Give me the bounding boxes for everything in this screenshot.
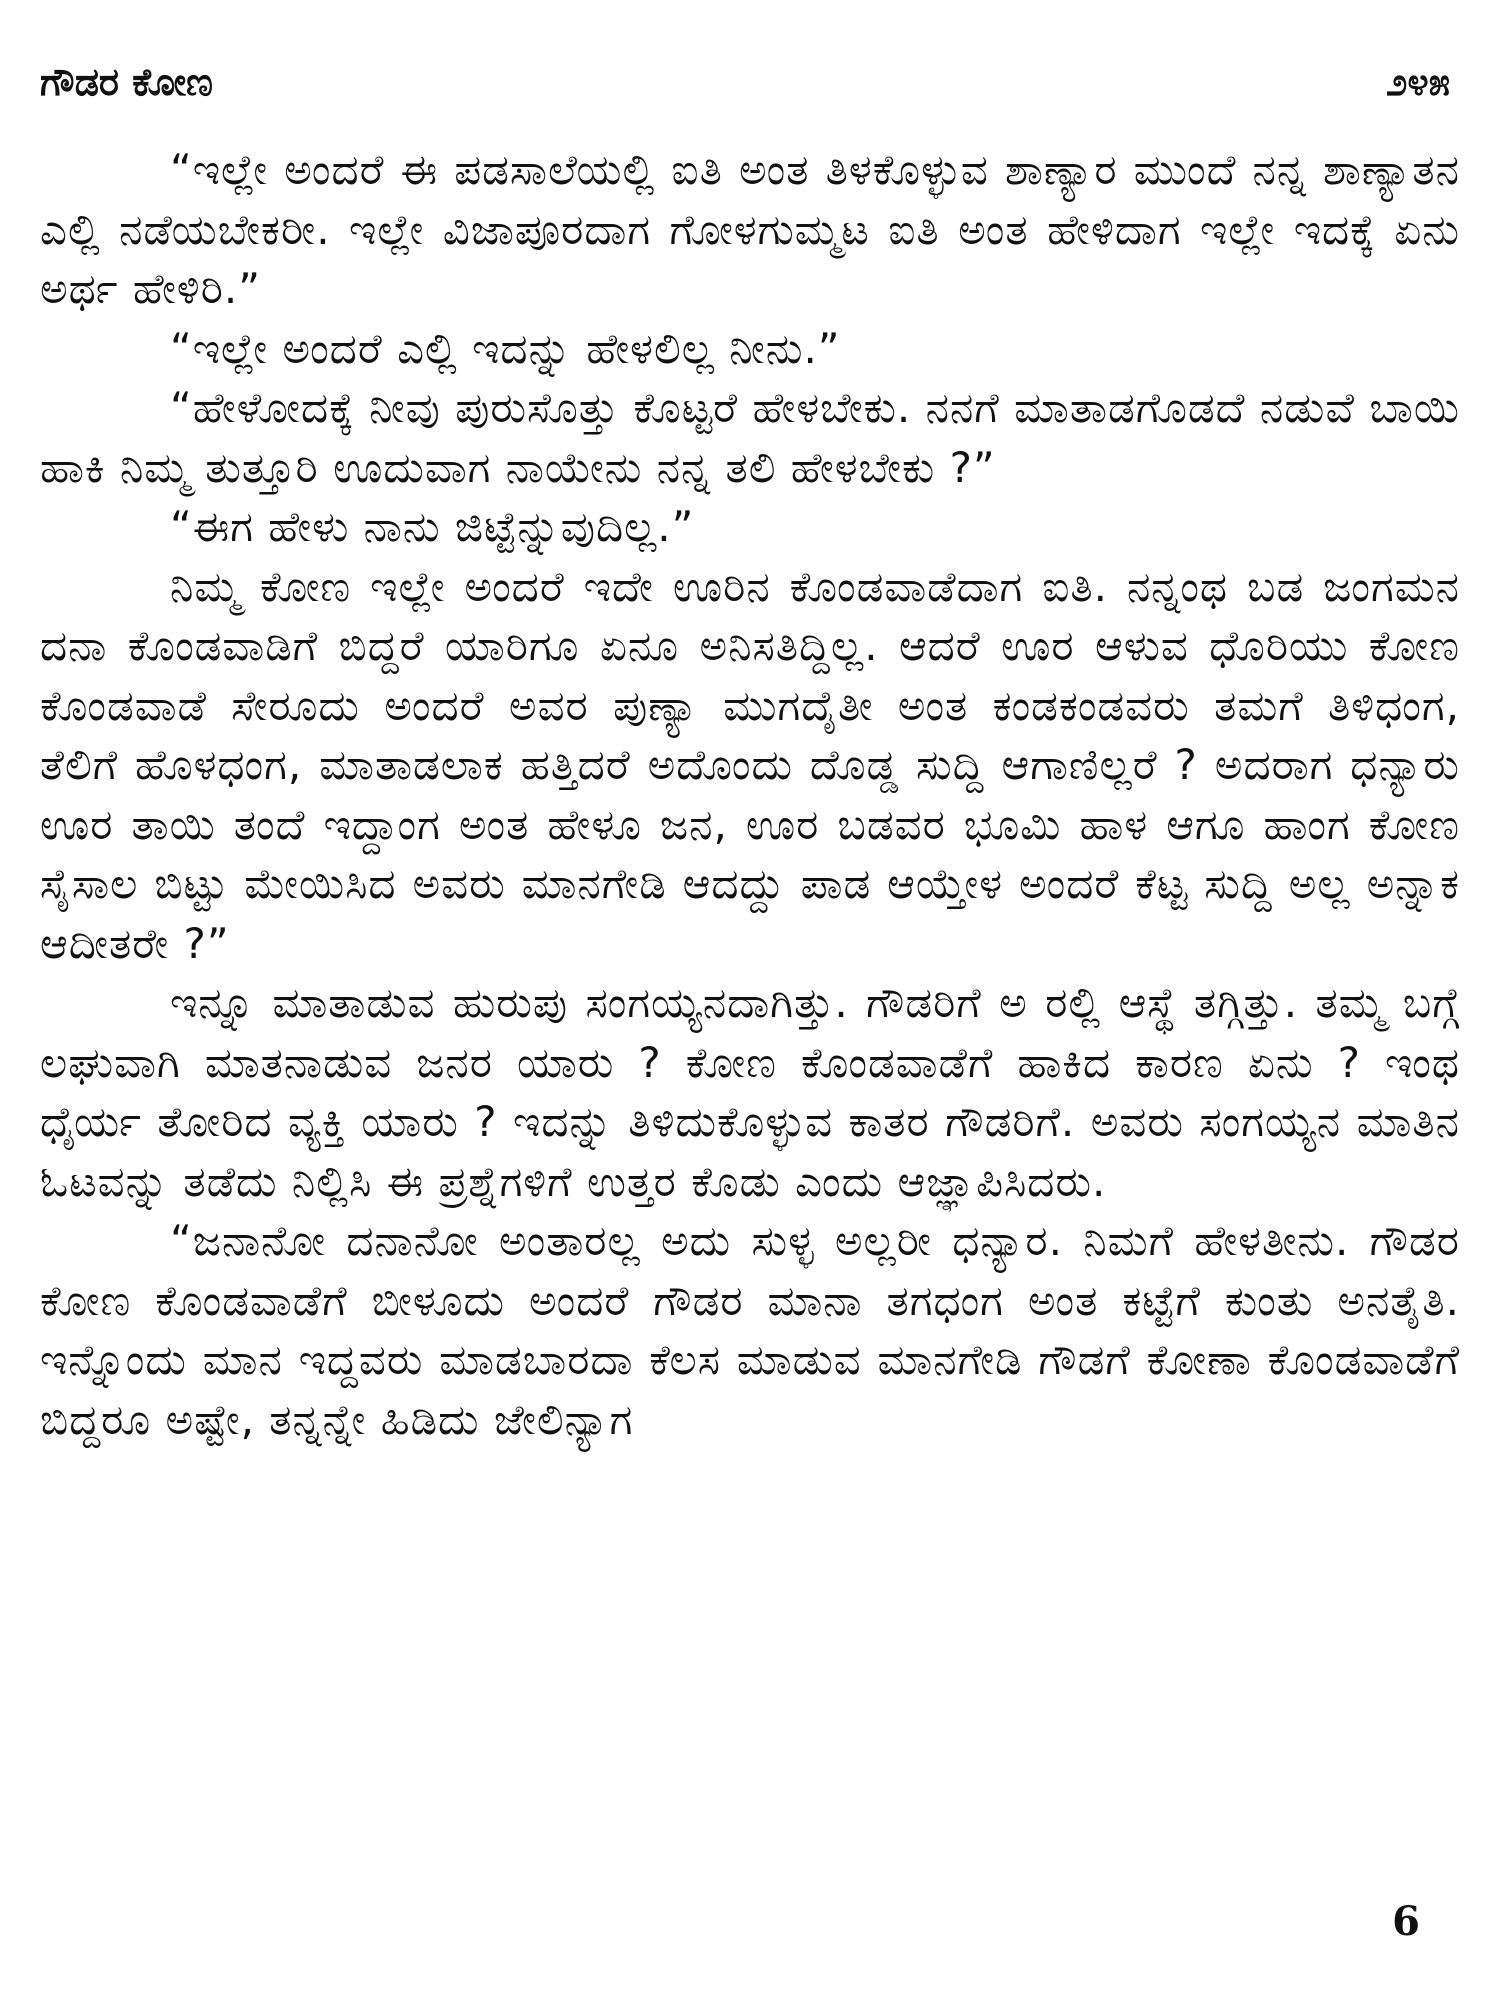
- running-title: ಗೌಡರ ಕೋಣ: [40, 60, 213, 104]
- page-number: 6: [1392, 1898, 1420, 1945]
- paragraph: ಇನ್ನೂ ಮಾತಾಡುವ ಹುರುಪು ಸಂಗಯ್ಯನದಾಗಿತ್ತು. ಗೌಡರಿಗೆ ಅ ರಲ್ಲಿ ಆಸ್ಥೆ ತಗ್ಗಿತ್ತು. ತಮ್ಮ ಬಗ್ಗೆ ಲಘುವಾಗಿ ಮಾತನಾಡುವ ಜನರ ಯಾರು ? ಕೋಣ ಕೊಂಡವಾಡೆಗೆ ಹಾಕಿದ ಕಾರಣ ಏನು ? ಇಂಥ ಧೈರ್ಯ ತೋರಿದ ವ್ಯಕ್ತಿ ಯಾರು ? ಇದನ್ನು ತಿಳಿದುಕೊಳ್ಳುವ ಕಾತರ ಗೌಡರಿಗೆ. ಅವರು ಸಂಗಯ್ಯನ ಮಾತಿನ ಓಟವನ್ನು ತಡೆದು ನಿಲ್ಲಿಸಿ ಈ ಪ್ರಶ್ನೆಗಳಿಗೆ ಉತ್ತರ ಕೊಡು ಎಂದು ಆಜ್ಞಾಪಿಸಿದರು.: [40, 978, 1460, 1206]
- paragraph: “ಹೇಳೋದಕ್ಕೆ ನೀವು ಪುರುಸೊತ್ತು ಕೊಟ್ಟರೆ ಹೇಳಬೇಕು. ನನಗೆ ಮಾತಾಡಗೊಡದೆ ನಡುವೆ ಬಾಯಿ ಹಾಕಿ ನಿಮ್ಮ ತುತ್ತೂರಿ ಊದುವಾಗ ನಾಯೇನು ನನ್ನ ತಲಿ ಹೇಳಬೇಕು ?”: [40, 383, 1460, 492]
- paragraph: ನಿಮ್ಮ ಕೋಣ ಇಲ್ಲೇ ಅಂದರೆ ಇದೇ ಊರಿನ ಕೊಂಡವಾಡೆದಾಗ ಐತಿ. ನನ್ನಂಥ ಬಡ ಜಂಗಮನ ದನಾ ಕೊಂಡವಾಡಿಗೆ ಬಿದ್ದರೆ ಯಾರಿಗೂ ಏನೂ ಅನಿಸತಿದ್ದಿಲ್ಲ. ಆದರೆ ಊರ ಆಳುವ ಧೊರಿಯು ಕೋಣ ಕೊಂಡವಾಡೆ ಸೇರೂದು ಅಂದರೆ ಅವರ ಪುಣ್ಯಾ ಮುಗದೈತೀ ಅಂತ ಕಂಡಕಂಡವರು ತಮಗೆ ತಿಳಿಧಂಗ, ತೆಲಿಗೆ ಹೊಳಧಂಗ, ಮಾತಾಡಲಾಕ ಹತ್ತಿದರೆ ಅದೊಂದು ದೊಡ್ಡ ಸುದ್ದಿ ಆಗಾಣಿಲ್ಲರೆ ? ಅದರಾಗ ಧನ್ಯಾರು ಊರ ತಾಯಿ ತಂದೆ ಇದ್ದಾಂಗ ಅಂತ ಹೇಳೂ ಜನ, ಊರ ಬಡವರ ಭೂಮಿ ಹಾಳ ಆಗೂ ಹಾಂಗ ಕೋಣ ಸೈಸಾಲ ಬಿಟ್ಟು ಮೇಯಿಸಿದ ಅವರು ಮಾನಗೇಡಿ ಆದದ್ದು ಪಾಡ ಆಯ್ತೇಳ ಅಂದರೆ ಕೆಟ್ಟ ಸುದ್ದಿ ಅಲ್ಲ ಅನ್ನಾಕ ಆದೀತರೇ ?”: [40, 561, 1460, 968]
- paragraph: “ಜನಾನೋ ದನಾನೋ ಅಂತಾರಲ್ಲ ಅದು ಸುಳ್ಳ ಅಲ್ಲರೀ ಧನ್ಯಾರ. ನಿಮಗೆ ಹೇಳತೀನು. ಗೌಡರ ಕೋಣ ಕೊಂಡವಾಡೆಗೆ ಬೀಳೂದು ಅಂದರೆ ಗೌಡರ ಮಾನಾ ತಗಧಂಗ ಅಂತ ಕಟ್ಟೆಗೆ ಕುಂತು ಅನತೈತಿ. ಇನ್ನೊಂದು ಮಾನ ಇದ್ದವರು ಮಾಡಬಾರದಾ ಕೆಲಸ ಮಾಡುವ ಮಾನಗೇಡಿ ಗೌಡಗೆ ಕೋಣಾ ಕೊಂಡವಾಡೆಗೆ ಬಿದ್ದರೂ ಅಷ್ಟೇ, ತನ್ನನ್ನೇ ಹಿಡಿದು ಜೇಲಿನ್ಯಾಗ: [40, 1216, 1460, 1444]
- paragraph: “ಇಲ್ಲೇ ಅಂದರೆ ಎಲ್ಲಿ ಇದನ್ನು ಹೇಳಲಿಲ್ಲ ನೀನು.”: [170, 323, 841, 373]
- paragraph: “ಇಲ್ಲೇ ಅಂದರೆ ಈ ಪಡಸಾಲೆಯಲ್ಲಿ ಐತಿ ಅಂತ ತಿಳಕೊಳ್ಳುವ ಶಾಣ್ಯಾರ ಮುಂದೆ ನನ್ನ ಶಾಣ್ಯಾತನ ಎಲ್ಲಿ ನಡೆಯಬೇಕರೀ. ಇಲ್ಲೇ ವಿಜಾಪೂರದಾಗ ಗೋಳಗುಮ್ಮಟ ಐತಿ ಅಂತ ಹೇಳಿದಾಗ ಇಲ್ಲೇ ಇದಕ್ಕೆ ಏನು ಅರ್ಥ ಹೇಳಿರಿ.”: [40, 145, 1460, 313]
- paragraph: “ಈಗ ಹೇಳು ನಾನು ಜಿಟ್ಟೆನ್ನುವುದಿಲ್ಲ.”: [170, 502, 695, 551]
- page-label: ೨೪೫: [1386, 60, 1450, 104]
- book-page: [40, 60, 1460, 1960]
- body-text: [40, 140, 1460, 1449]
